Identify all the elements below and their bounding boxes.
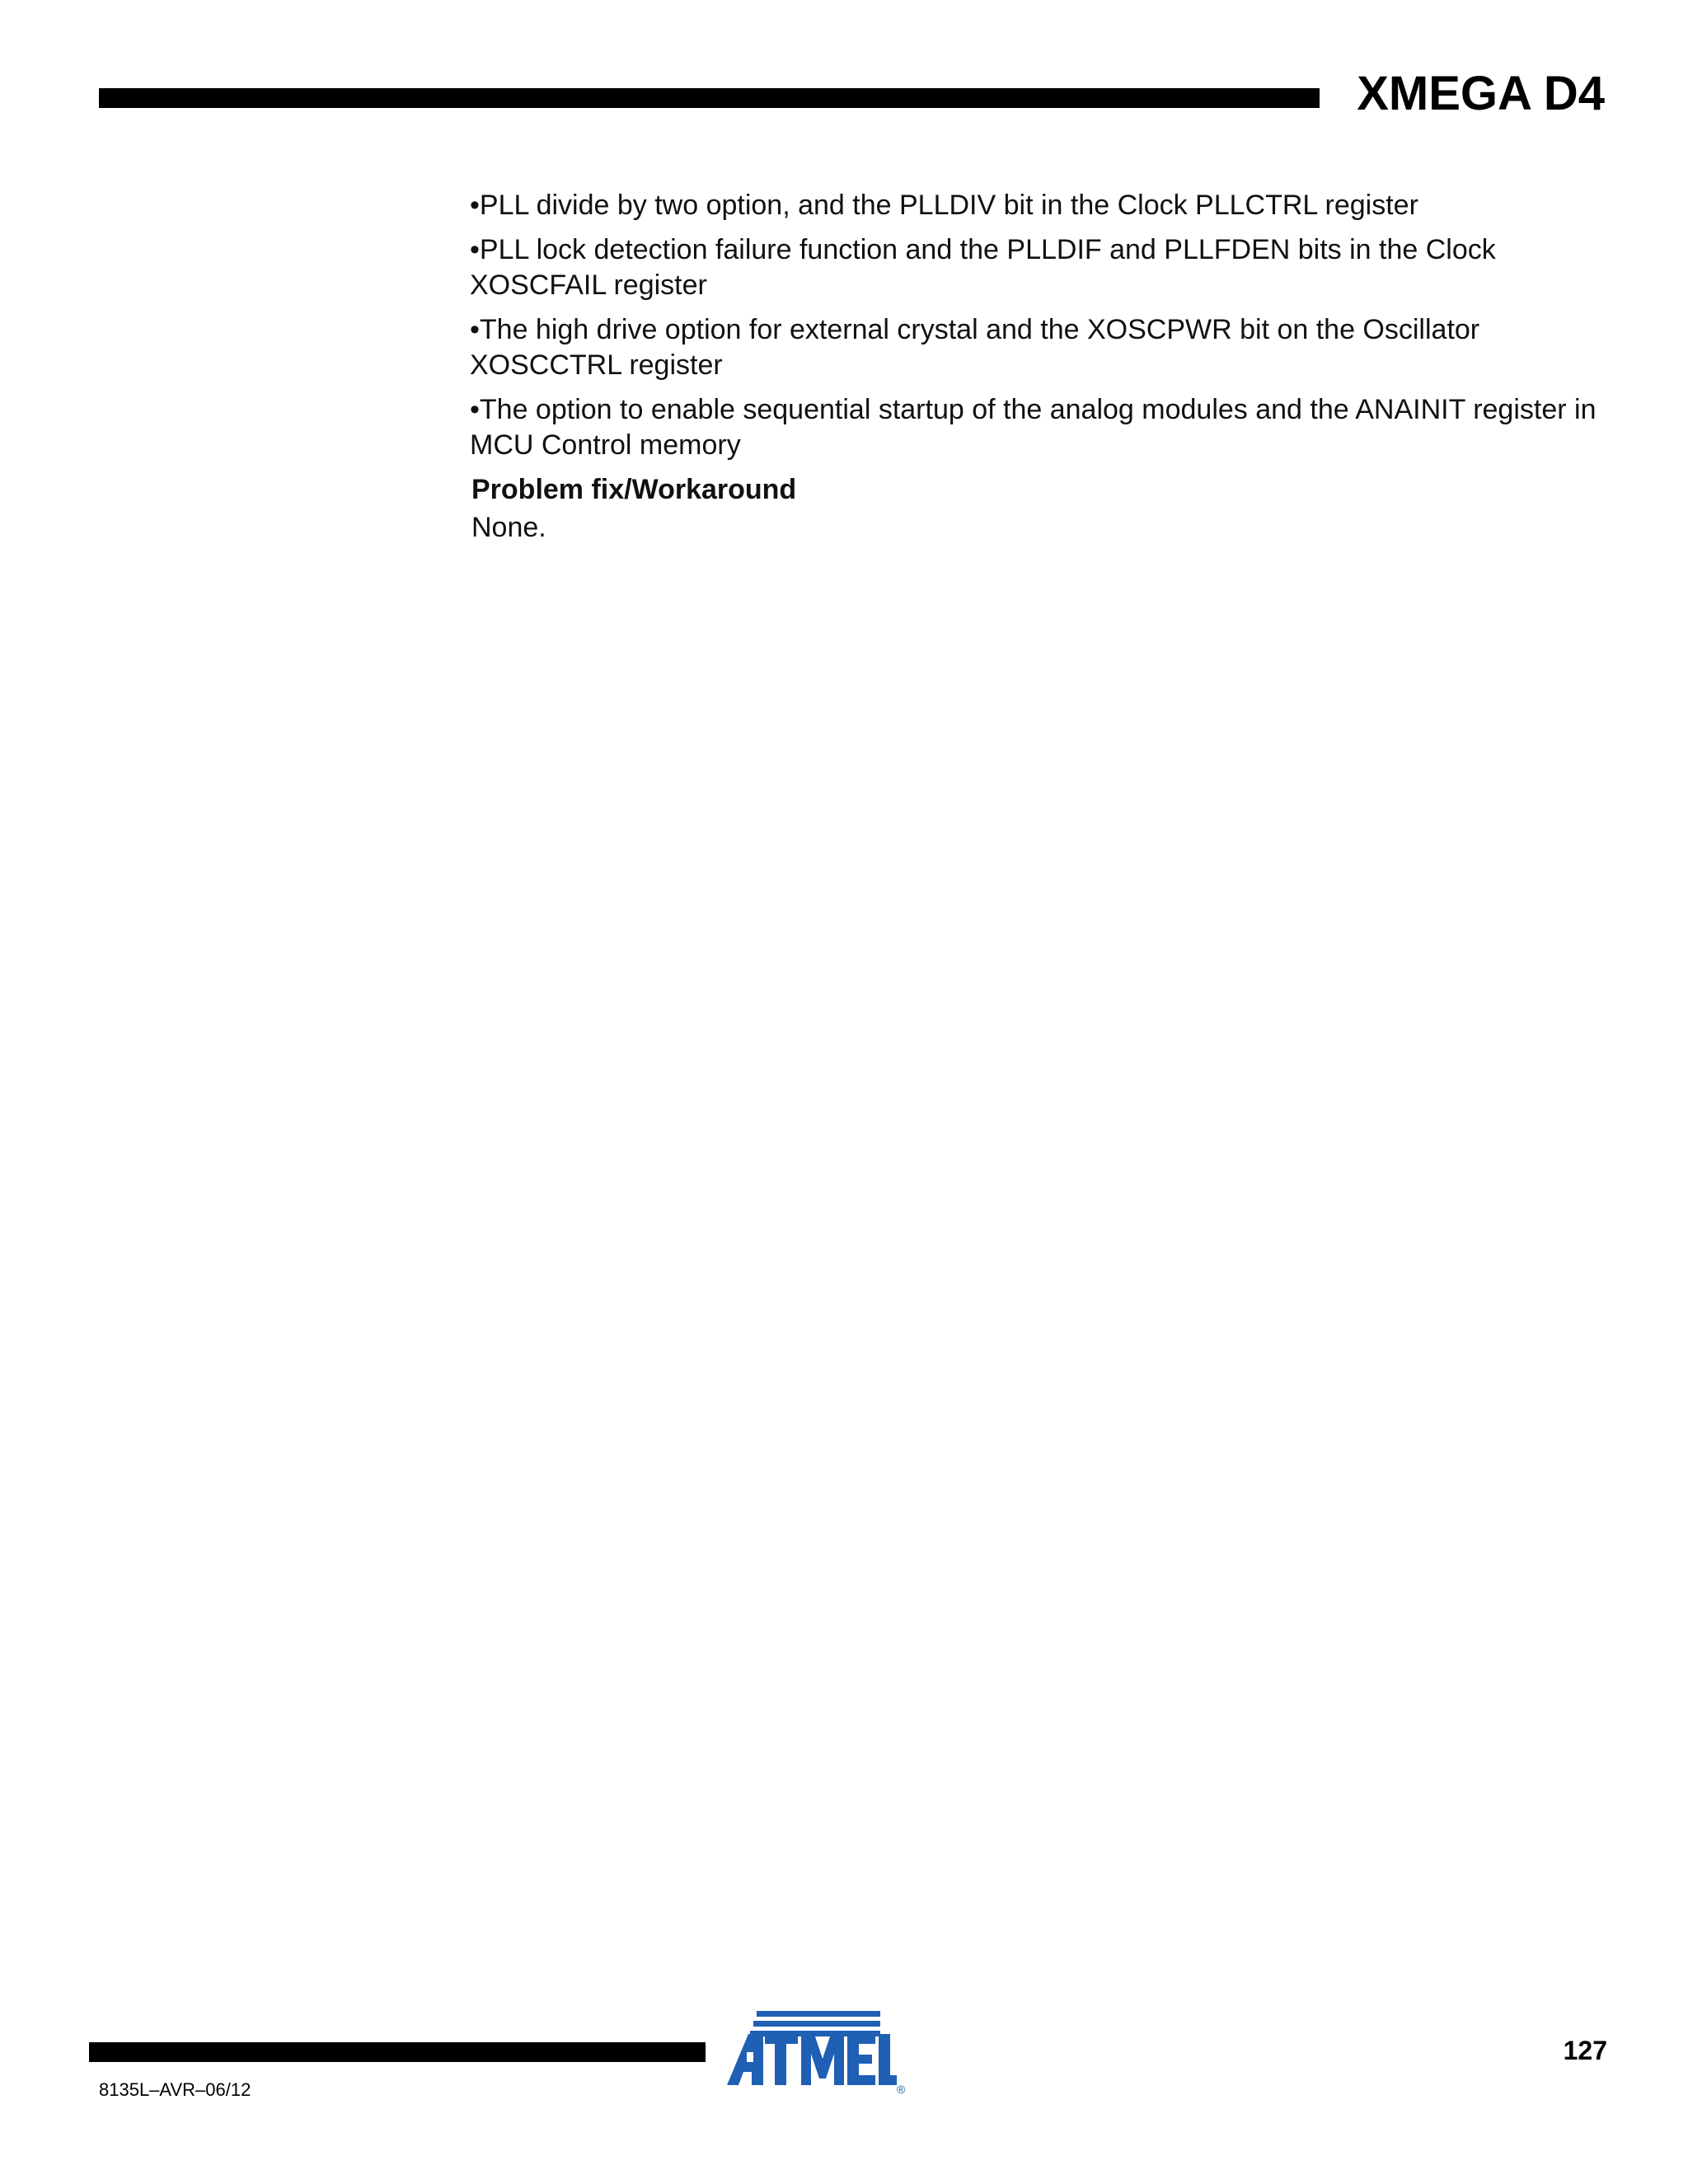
section-body: None.	[471, 512, 546, 543]
section-heading: Problem fix/Workaround	[471, 474, 797, 505]
bullet-item: •The high drive option for external crystal and the XOSCPWR bit on the Oscillator XOSCCTRL register	[470, 314, 1480, 381]
bullet-item: •PLL lock detection failure function and the PLLDIF and PLLFDEN bits in the Clock XOSCFAIL register	[470, 234, 1496, 301]
page-header-title: XMEGA D4	[1357, 67, 1605, 120]
bullet-item: •PLL divide by two option, and the PLLDIV bit in the Clock PLLCTRL register	[470, 190, 1418, 221]
document-code: 8135L–AVR–06/12	[99, 2079, 251, 2100]
footer-rule	[89, 2042, 706, 2062]
main-content	[470, 188, 1607, 546]
header-rule	[99, 88, 1320, 108]
bullet-item: •The option to enable sequential startup of the analog modules and the ANAINIT register in MCU Control memory	[470, 394, 1597, 461]
page-number: 127	[1563, 2036, 1607, 2065]
registered-mark: ®	[897, 2083, 906, 2095]
atmel-logo	[725, 2011, 908, 2095]
